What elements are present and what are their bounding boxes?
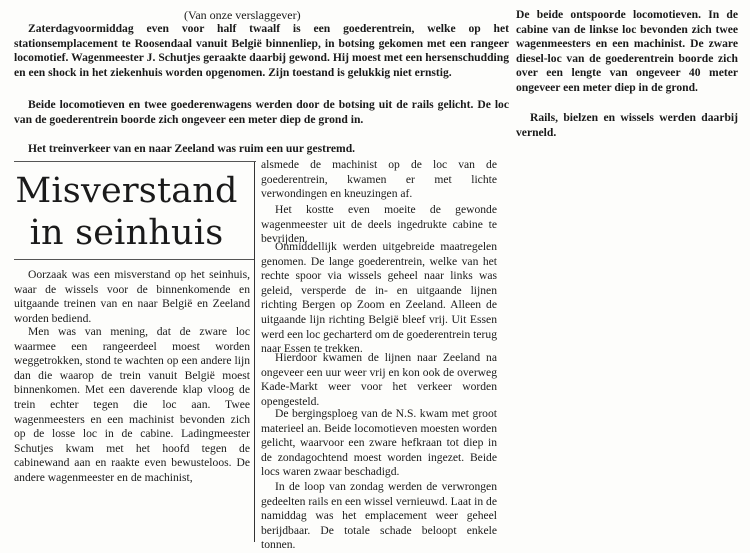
headline-line-2: in seinhuis — [29, 213, 224, 253]
headline-line-1: Misverstand — [15, 171, 238, 211]
column-divider — [254, 162, 255, 542]
left-column-paragraph-1: Oorzaak was een misverstand op het seinhuis, waar de wissels voor de binnenkomende en uitgaande treinen van en naar België en Zeeland worden bediend. — [14, 268, 250, 325]
photo-caption: De beide ontspoorde locomotieven. In de cabine van de linkse loc bevonden zich twee wagenmeesters en een machinist. De zware diesel-loc van de goederentrein boorde zich over een lengte van ongeveer 40 meter ongeveer een meter diep in de grond. — [516, 8, 738, 94]
byline: (Van onze verslaggever) — [184, 8, 301, 22]
right-column-paragraph-4: Hierdoor kwamen de lijnen naar Zeeland na ongeveer een uur weer vrij en kon ook de overweg Kade-Markt weer voor het verkeer worden opengesteld. — [261, 351, 497, 408]
right-column-paragraph-2: Het kostte even moeite de gewonde wagenmeester uit de deels ingedrukte cabine te bevrijden. — [261, 203, 497, 246]
photo-caption-continued: Rails, bielzen en wissels werden daarbij verneld. — [516, 111, 738, 139]
right-column-paragraph-3: Onmiddellijk werden uitgebreide maatregelen genomen. De lange goederentrein, welke van het rechte spoor via wissels geheel naar links was geleid, versperde de in- en uitgaande lijnen richting Bergen op Zoom en Zeeland. Alleen de uitgaande lijn richting België bleef vrij. Uit Essen werd een loc gecharterd om de goederentrein terug naar Essen te trekken. — [261, 240, 497, 356]
left-column-paragraph-2: Men was van mening, dat de zware loc waarmee een rangeerdeel moest worden weggetrokken, stond te wachten op een andere lijn dan die waarop de trein vanuit België moest binnenkomen. Met een daverende klap vloog de trein echter tegen die loc aan. Twee wagenmeesters en een machinist bevonden zich op de losse loc in de cabine. Ladingmeester Schutjes kwam met het hoofd tegen de cabinewand aan en raakte even bewusteloos. De andere wagenmeester en de machinist, — [14, 325, 250, 484]
article-headline — [14, 170, 239, 254]
right-column-paragraph-5: De bergingsploeg van de N.S. kwam met groot materieel an. Beide locomotieven moesten worden gelicht, waarvoor een zware hefkraan tot diep in de zondagochtend moest worden ingezet. Beide locs waren zwaar beschadigd. — [261, 407, 497, 479]
right-column-paragraph-6: In de loop van zondag werden de verwrongen gedeelten rails en een wissel vernieuwd. Laat in de namiddag was het emplacement weer geheel berijdbaar. De totale schade beloopt enkele tonnen. — [261, 480, 497, 552]
intro-paragraph-2: Beide locomotieven en twee goederenwagens werden door de botsing uit de rails gelicht. De loc van de goederentrein boorde zich ongeveer een meter diep de grond in. — [14, 98, 509, 126]
intro-paragraph-1: Zaterdagvoormiddag even voor half twaalf is een goederentrein, welke op het stationsemplacement te Roosendaal vanuit België binnenliep, in botsing gekomen met een rangeer locomotief. Wagenmeester J. Schutjes geraakte daarbij gewond. Hij moest met een hersenschudding en een shock in het ziekenhuis worden opgenomen. Zijn toestand is gelukkig niet ernstig. — [14, 22, 509, 79]
right-column-paragraph-1: alsmede de machinist op de loc van de goederentrein, kwamen er met lichte verwondingen en kneuzingen af. — [261, 158, 497, 201]
headline-divider — [14, 259, 254, 260]
section-divider — [14, 161, 256, 162]
intro-paragraph-3: Het treinverkeer van en naar Zeeland was ruim een uur gestremd. — [28, 142, 356, 155]
